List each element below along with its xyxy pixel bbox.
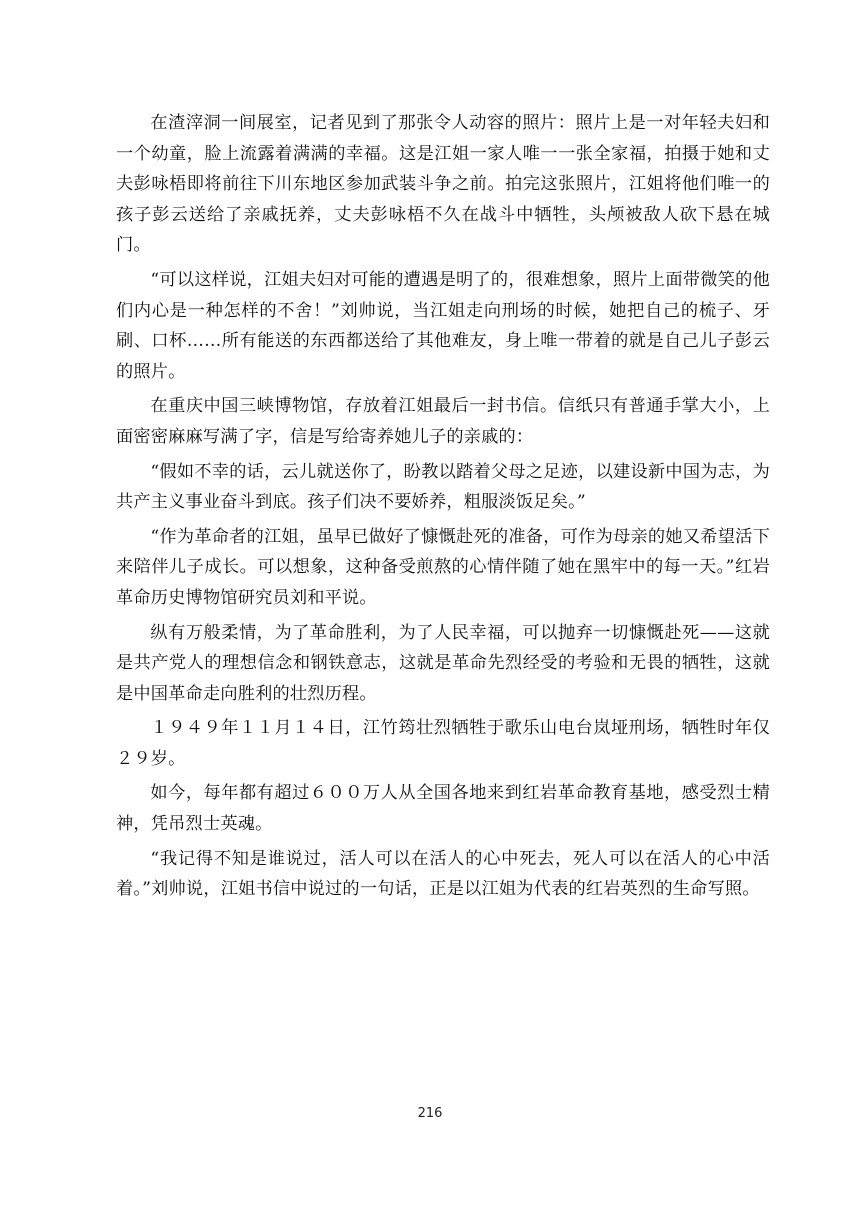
paragraph-3: 在重庆中国三峡博物馆，存放着江姐最后一封书信。信纸只有普通手掌大小，上面密密麻麻写满了字，信是写给寄养她儿子的亲戚的： xyxy=(116,396,770,447)
paragraph-4: “假如不幸的话，云儿就送你了，盼教以踏着父母之足迹，以建设新中国为志，为共产主义事业奋斗到底。孩子们决不要娇养，粗服淡饭足矣。” xyxy=(116,461,770,513)
paragraph-9: “我记得不知是谁说过，活人可以在活人的心中死去，死人可以在活人的心中活着。”刘帅说，江姐书信中说过的一句话，正是以江姐为代表的红岩英烈的生命写照。 xyxy=(116,848,770,900)
paragraph-7: １９４９年１１月１４日，江竹筠壮烈牺牲于歌乐山电台岚垭刑场，牺牲时年仅２９岁。 xyxy=(116,718,770,769)
paragraph-1: 在渣滓洞一间展室，记者见到了那张令人动容的照片：照片上是一对年轻夫妇和一个幼童，脸上流露着满满的幸福。这是江姐一家人唯一一张全家福，拍摄于她和丈夫彭咏梧即将前往下川东地区参加武装斗争之前。拍完这张照片，江姐将他们唯一的孩子彭云送给了亲戚抚养，丈夫彭咏梧不久在战斗中牺牲，头颅被敌人砍下悬在城门。 xyxy=(116,113,770,256)
paragraph-5: “作为革命者的江姐，虽早已做好了慷慨赴死的准备，可作为母亲的她又希望活下来陪伴儿子成长。可以想象，这种备受煎熬的心情伴随了她在黑牢中的每一天。”红岩革命历史博物馆研究员刘和平说。 xyxy=(116,526,770,608)
paragraph-2: “可以这样说，江姐夫妇对可能的遭遇是明了的，很难想象，照片上面带微笑的他们内心是一种怎样的不舍！”刘帅说，当江姐走向刑场的时候，她把自己的梳子、牙刷、口杯……所有能送的东西都送给了其他难友，身上唯一带着的就是自己儿子彭云的照片。 xyxy=(116,269,770,382)
article-body xyxy=(116,108,770,905)
paragraph-8: 如今，每年都有超过６００万人从全国各地来到红岩革命教育基地，感受烈士精神，凭吊烈士英魂。 xyxy=(116,783,770,835)
page-number: 216 xyxy=(417,1106,443,1121)
paragraph-6: 纵有万般柔情，为了革命胜利，为了人民幸福，可以抛弃一切慷慨赴死——这就是共产党人的理想信念和钢铁意志，这就是革命先烈经受的考验和无畏的牺牲，这就是中国革命走向胜利的壮烈历程。 xyxy=(116,622,770,704)
